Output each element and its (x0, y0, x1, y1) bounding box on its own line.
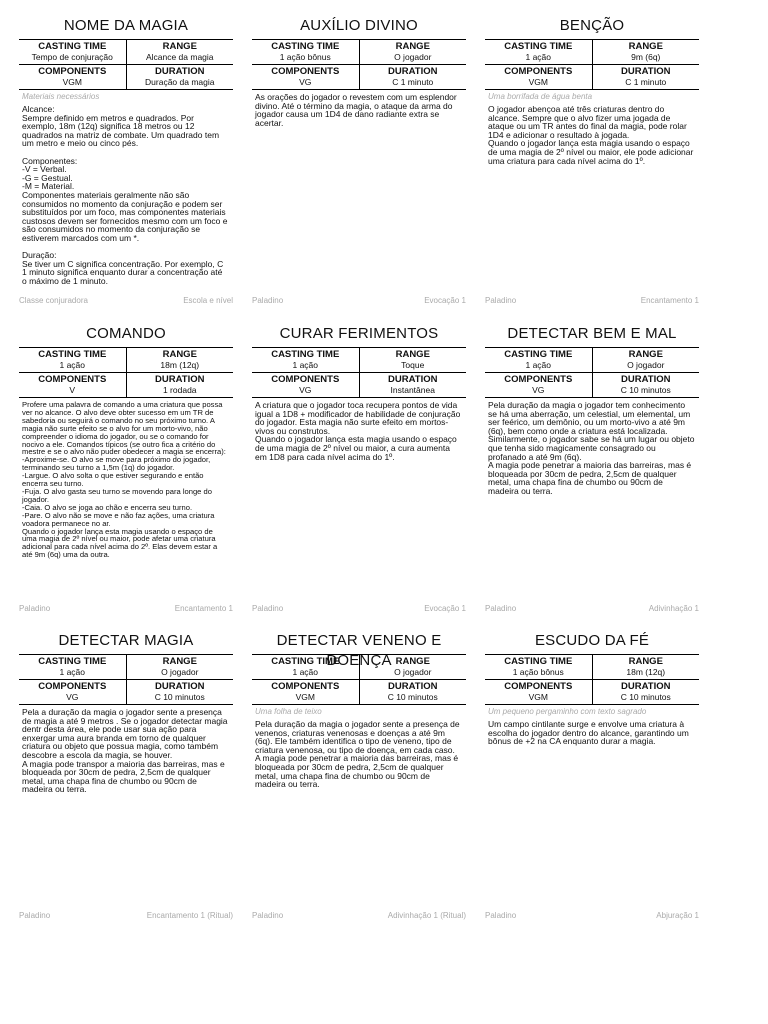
components-label: COMPONENTS (38, 66, 107, 77)
spell-stats (19, 39, 233, 90)
components-label: COMPONENTS (504, 66, 573, 77)
spell-title: ESCUDO DA FÉ (534, 632, 650, 649)
components-label: COMPONENTS (38, 681, 107, 692)
spell-card (19, 308, 233, 613)
range-value: O jogador (394, 52, 432, 62)
duration-value: Duração da magia (145, 77, 215, 87)
duration-label: DURATION (155, 681, 205, 692)
spell-description: A criatura que o jogador toca recupera pontos de vida igual a 1D8 + modificador de habilidade de conjuração do jogador. Esta magia não surte efeito em mortos-vivos ou construtos. Quando o jogador lança esta magia usando o espaço de uma magia de 2º nível ou maior, a cura aumenta em 1D8 para cada nível acima do 1º. (255, 400, 461, 462)
duration-value: C 10 minutos (620, 385, 671, 395)
casting-time-value: 1 ação (59, 360, 86, 370)
range-label: RANGE (395, 349, 430, 360)
range-value: O jogador (394, 667, 432, 677)
casting-time-label: CASTING TIME (38, 41, 107, 52)
spell-stats (252, 39, 466, 90)
duration-label: DURATION (621, 66, 671, 77)
spell-card (485, 308, 699, 613)
spell-title: DETECTAR VENENO E DOENÇA (276, 632, 442, 669)
spell-class: Paladino (485, 296, 517, 305)
spell-title: COMANDO (86, 325, 166, 342)
casting-time-label: CASTING TIME (504, 349, 573, 360)
casting-time-label: CASTING TIME (38, 656, 107, 667)
casting-time-value: 1 ação (292, 667, 319, 677)
spell-card (485, 615, 699, 920)
spell-school: Evocação 1 (424, 604, 466, 613)
spell-card (19, 615, 233, 920)
casting-time-value: 1 ação (525, 360, 552, 370)
spell-card (252, 308, 466, 613)
spell-title: CURAR FERIMENTOS (279, 325, 439, 342)
casting-time-value: 1 ação bônus (512, 667, 564, 677)
range-value: O jogador (161, 667, 199, 677)
duration-value: C 1 minuto (625, 77, 667, 87)
spell-class: Paladino (485, 604, 517, 613)
material-note: Materiais necessários (22, 92, 100, 101)
duration-value: C 10 minutos (620, 692, 671, 702)
components-label: COMPONENTS (504, 681, 573, 692)
spell-stats (485, 654, 699, 705)
spell-description: Profere uma palavra de comando a uma criatura que possa ver no alcance. O alvo deve obter sucesso em um TR de sabedoria ou seguirá o comando no seu próximo turno. A magia não surte efeito se o alvo for um morto-vivo, não compreender o idioma do jogador, ou se o comando for nocivo a ele. Comandos típicos (se outro fica a critério do mestre e se o alvo não puder obedecer a magia se encerra): -Aproxime-se. O alvo se move para próximo do jogador, terminando seu turno a 1,5m (1q) do jogador. -Largue. O alvo solta o que estiver segurando e então encerra seu turno. -Fuja. O alvo gasta seu turno se movendo para longe do jogador. -Caia. O alvo se joga ao chão e encerra seu turno. -Pare. O alvo não se move e não faz ações, uma criatura voadora permanece no ar. Quando o jogador lança esta magia usando o espaço de uma magia de 2º nível ou maior, pode afetar uma criatura adicional para cada nível acima do 2º. Elas devem estar a até 9m (6q) uma da outra. (22, 400, 226, 560)
components-value: VGM (528, 692, 548, 702)
casting-time-value: Tempo de conjuração (31, 52, 113, 62)
range-label: RANGE (395, 656, 430, 667)
duration-label: DURATION (621, 374, 671, 385)
spell-title: DETECTAR BEM E MAL (507, 325, 677, 342)
spell-class: Paladino (252, 296, 284, 305)
spell-class: Paladino (252, 604, 284, 613)
spell-card (485, 0, 699, 305)
casting-time-value: 1 ação (292, 360, 319, 370)
components-value: VG (299, 77, 312, 87)
components-label: COMPONENTS (271, 66, 340, 77)
duration-label: DURATION (388, 374, 438, 385)
spell-school: Adivinhação 1 (Ritual) (387, 911, 466, 920)
range-value: 18m (12q) (160, 360, 200, 370)
duration-value: C 1 minuto (392, 77, 434, 87)
components-value: VG (299, 385, 312, 395)
duration-value: C 10 minutos (154, 692, 205, 702)
spell-class: Paladino (485, 911, 517, 920)
casting-time-label: CASTING TIME (271, 656, 340, 667)
casting-time-value: 1 ação (59, 667, 86, 677)
spell-school: Encantamento 1 (640, 296, 699, 305)
spell-school: Escola e nível (183, 296, 233, 305)
spell-description: As orações do jogador o revestem com um esplendor divino. Até o término da magia, o ataque da arma do jogador causa um 1D4 de dano radiante extra se acertar. (255, 92, 457, 128)
components-label: COMPONENTS (38, 374, 107, 385)
duration-value: 1 rodada (162, 385, 197, 395)
range-label: RANGE (628, 41, 663, 52)
components-label: COMPONENTS (504, 374, 573, 385)
spell-stats (19, 347, 233, 398)
spell-stats (252, 347, 466, 398)
duration-label: DURATION (388, 66, 438, 77)
range-label: RANGE (628, 656, 663, 667)
range-label: RANGE (628, 349, 663, 360)
material-note: Um pequeno pergaminho com texto sagrado (488, 707, 647, 716)
spell-class: Paladino (252, 911, 284, 920)
spell-title: NOME DA MAGIA (63, 17, 189, 34)
spell-class: Paladino (19, 911, 51, 920)
spell-class: Paladino (19, 604, 51, 613)
spell-description: Alcance: Sempre definido em metros e quadrados. Por exemplo, 18m (12q) significa 18 metros ou 12 quadrados na matriz de combate. Um quadrado tem um metro e meio ou cinco pés. Componentes: -V = Verbal. -G = Gestual. -M = Material. Componentes materiais geralmente não são consumidos no momento da conjuração e podem ser substituídos por um foco, mas componentes materiais custosos devem ser fornecidos mesmo com um foco e são consumidos no momento da conjuração se estiverem marcados com um *. Duração: Se tiver um C significa concentração. Por exemplo, C 1 minuto significa enquanto durar a concentração até o máximo de 1 minuto. (22, 104, 228, 286)
components-value: VGM (295, 692, 315, 702)
spell-description: Um campo cintilante surge e envolve uma criatura à escolha do jogador dentro do alcance, garantindo um bônus de +2 na CA enquanto durar a magia. (488, 719, 689, 747)
spell-stats (485, 347, 699, 398)
range-value: O jogador (627, 360, 665, 370)
range-value: Alcance da magia (145, 52, 214, 62)
duration-label: DURATION (621, 681, 671, 692)
material-note: Uma borrifada de água benta (488, 92, 593, 101)
spell-description: O jogador abençoa até três criaturas dentro do alcance. Sempre que o alvo fizer uma jogada de ataque ou um TR antes do final da magia, pode rolar 1D4 e adicionar o resultado à jogada. Quando o jogador lança esta magia usando o espaço de uma magia de 2º nível ou maior, ele pode adicionar uma criatura para cada nível acima do 1º. (488, 104, 694, 166)
material-note: Uma folha de teixo (255, 707, 322, 716)
casting-time-label: CASTING TIME (38, 349, 107, 360)
components-value: VGM (528, 77, 548, 87)
duration-value: Instantânea (390, 385, 435, 395)
components-label: COMPONENTS (271, 374, 340, 385)
casting-time-label: CASTING TIME (504, 656, 573, 667)
spell-description: Pela duração da magia o jogador tem conhecimento se há uma aberração, um celestial, um elemental, um ser feérico, um demônio, ou um morto-vivo a até 9m (6q), bem como onde a criatura está localizada. Similarmente, o jogador sabe se há um lugar ou objeto que tenha sido magicamente consagrado ou profanado a até 9m (6q). A magia pode penetrar a maioria das barreiras, mas é bloqueada por 30cm de pedra, 2,5cm de qualquer metal, uma chapa fina de chumbo ou 90cm de madeira ou terra. (488, 400, 695, 496)
duration-label: DURATION (155, 66, 205, 77)
spell-title: BENÇÃO (559, 17, 625, 34)
spell-school: Encantamento 1 (Ritual) (146, 911, 233, 920)
range-label: RANGE (162, 41, 197, 52)
spell-stats (19, 654, 233, 705)
duration-label: DURATION (155, 374, 205, 385)
spell-school: Encantamento 1 (174, 604, 233, 613)
range-label: RANGE (395, 41, 430, 52)
components-value: V (69, 385, 76, 395)
spell-description: Pela duração da magia o jogador sente a presença de venenos, criaturas venenosas e doenças a até 9m (6q). Ele também identifica o tipo de veneno, tipo de criatura venenosa, ou tipo de doença, em cada caso. A magia pode penetrar a maioria das barreiras, mas é bloqueada por 30cm de pedra, 2,5cm de qualquer metal, uma chapa fina de chumbo ou 90cm de madeira ou terra. (255, 719, 460, 790)
spell-school: Evocação 1 (424, 296, 466, 305)
duration-value: C 10 minutos (387, 692, 438, 702)
casting-time-value: 1 ação (525, 52, 552, 62)
casting-time-value: 1 ação bônus (279, 52, 331, 62)
range-label: RANGE (162, 349, 197, 360)
range-value: 9m (6q) (631, 52, 661, 62)
spell-school: Abjuração 1 (656, 911, 699, 920)
components-value: VGM (62, 77, 82, 87)
spell-class: Classe conjuradora (19, 296, 88, 305)
spell-card (252, 615, 466, 920)
spell-stats (485, 39, 699, 90)
casting-time-label: CASTING TIME (271, 41, 340, 52)
components-label: COMPONENTS (271, 681, 340, 692)
components-value: VG (532, 385, 545, 395)
spell-description: Pela a duração da magia o jogador sente a presença de magia a até 9 metros . Se o jogador detectar magia dentr desta área, ele pode usar sua ação para enxergar uma aura branda em torno de qualquer criatura ou objeto que possua magia, como também descobre a escola da magia, se houver. A magia pode transpor a maioria das barreiras, mas e bloqueada por 30cm de pedra, 2,5cm de qualquer metal, uma chapa fina de chumbo ou 90cm de madeira ou terra. (22, 707, 228, 795)
spell-school: Adivinhação 1 (648, 604, 699, 613)
spell-card (19, 0, 233, 305)
range-value: Toque (401, 360, 425, 370)
casting-time-label: CASTING TIME (271, 349, 340, 360)
range-value: 18m (12q) (626, 667, 666, 677)
casting-time-label: CASTING TIME (504, 41, 573, 52)
duration-label: DURATION (388, 681, 438, 692)
spell-title: AUXÍLIO DIVINO (300, 17, 418, 34)
range-label: RANGE (162, 656, 197, 667)
spell-card (252, 0, 466, 305)
components-value: VG (66, 692, 79, 702)
spell-title: DETECTAR MAGIA (58, 632, 194, 649)
